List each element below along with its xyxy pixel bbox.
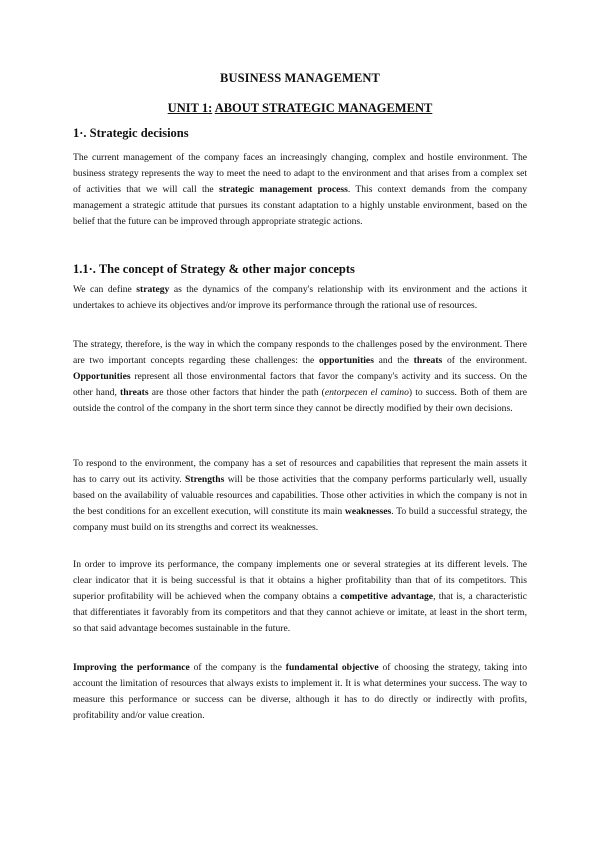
term-fundamental-objective: fundamental objective (285, 662, 379, 673)
term-opportunities-definition: Opportunities (73, 371, 131, 383)
paragraph-strategic-decisions: The current management of the company faces an increasingly changing, complex and hostile environment. The business strategy represents the way to meet the need to adapt to the environment and that arises from a complex set of activities that we will call the strategic management process. This context demands from the company management a strategic attitude that pursues its constant adaptation to a highly unstable environment, based on the belief that the future can be improved through appropriate strategic actions. (73, 152, 527, 228)
term-threats: threats (413, 355, 443, 367)
term-strategy: strategy (136, 284, 170, 295)
section-heading-concept-of-strategy: 1.1·. The concept of Strategy & other major concepts (73, 262, 355, 276)
term-weaknesses: weaknesses (344, 506, 392, 518)
section-heading-strategic-decisions: 1·. Strategic decisions (73, 126, 189, 140)
paragraph-improving-performance: Improving the performance of the company is the fundamental objective of choosing the strategy, taking into account the limitation of resources that always exists to implement it. It is what determines your success. The way to measure this performance or success can be diverse, although it has to do directly or indirectly with profits, profitability and/or value creation. (73, 662, 528, 722)
unit-title (0, 101, 600, 116)
term-improving-the-performance: Improving the performance (73, 662, 190, 673)
document-title: BUSINESS MANAGEMENT (220, 71, 380, 85)
paragraph-competitive-advantage: In order to improve its performance, the company implements one or several strategies at its different levels. The clear indicator that it is being successful is that it obtains a higher profitability than that of its competitors. This superior profitability will be achieved when the company obtains a competitive advantage, that is, a characteristic that differentiates it favorably from its competitors and that they cannot achieve or imitate, at least in the short term, so that said advantage becomes sustainable in the future. (73, 559, 527, 635)
term-threats-definition: threats (120, 387, 149, 399)
term-strategic-management-process: strategic management process (219, 184, 348, 196)
term-opportunities: opportunities (319, 355, 374, 367)
unit-label: UNIT 1: (167, 101, 213, 115)
unit-name: ABOUT STRATEGIC MANAGEMENT (214, 101, 433, 115)
paragraph-opportunities-threats: The strategy, therefore, is the way in which the company responds to the challenges posed by the environment. There are two important concepts regarding these challenges: the opportunities and the threats of the environment. Opportunities represent all those environmental factors that favor the company's activity and its success. On the other hand, threats are those other factors that hinder the path (entorpecen el camino) to success. Both of them are outside the control of the company in the short term since they cannot be directly modified by their own decisions. (73, 339, 527, 415)
term-strengths: Strengths (185, 474, 225, 486)
spanish-translation: entorpecen el camino (324, 387, 409, 399)
term-competitive-advantage: competitive advantage (340, 591, 434, 603)
paragraph-strategy-definition: We can define strategy as the dynamics of the company's relationship with its environment and the actions it undertakes to achieve its objectives and/or improve its performance through the rational use of resources. (73, 284, 527, 312)
paragraph-strengths-weaknesses: To respond to the environment, the company has a set of resources and capabilities that represent the main assets it has to carry out its activity. Strengths will be those activities that the company performs particularly well, usually based on the availability of valuable resources and capabilities. Those other activities in which the company is not in the best conditions for an excellent execution, will constitute its main weaknesses. To build a successful strategy, the company must build on its strengths and correct its weaknesses. (73, 458, 528, 534)
